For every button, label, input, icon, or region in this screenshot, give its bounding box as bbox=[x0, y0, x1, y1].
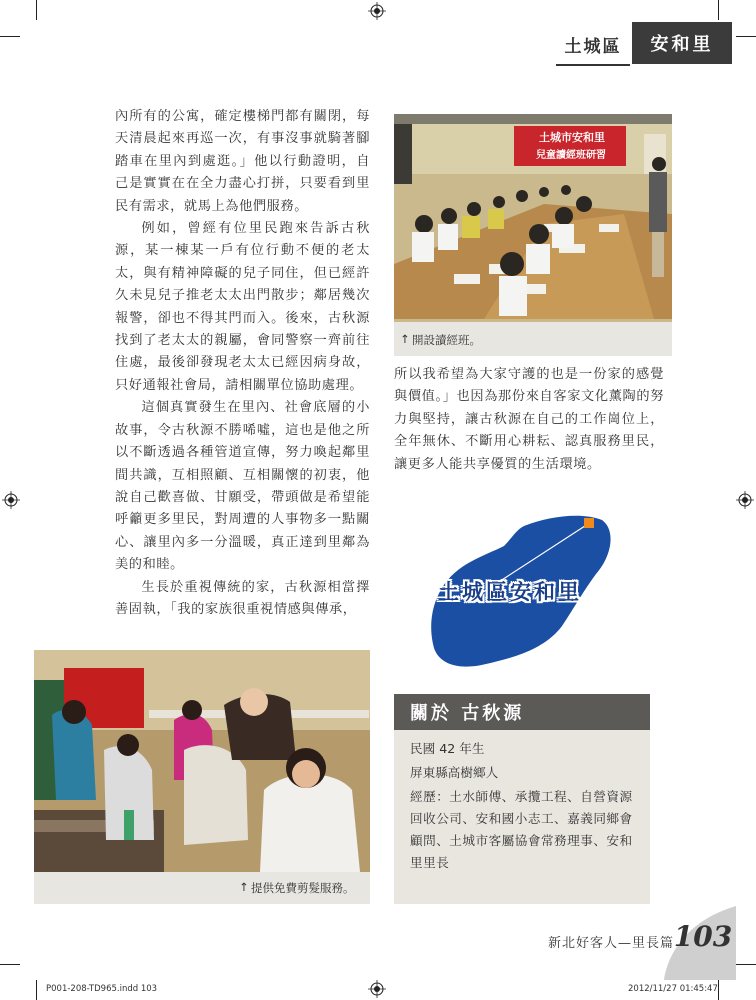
map-label: 土城區安和里 bbox=[438, 580, 582, 604]
registration-mark-icon bbox=[368, 2, 386, 20]
haircut-caption: 提供免費剪髮服務。 bbox=[251, 881, 355, 895]
header-district: 土城區 bbox=[556, 24, 630, 66]
footer-book-title: 新北好客人—里長篇 bbox=[548, 936, 675, 951]
paragraph: 例如，曾經有位里民跑來告訴古秋源，某一棟某一戶有位行動不便的老太太，與有精神障礙的兒子同住，但已經許久未見兒子推老太太出門散步；鄰居幾次報警，卻也不得其門而入。後來，古秋源找到了老太太的親屬，會同警察一齊前往住處，最後卻發現老太太已經因病身故，只好通報社會局，請相關單位協助處理。 bbox=[115, 221, 370, 393]
banner-line1: 土城市安和里 bbox=[539, 131, 605, 144]
slug-date: 2012/11/27 01:45:47 bbox=[628, 984, 718, 994]
crop-mark bbox=[0, 964, 20, 965]
haircut-photo bbox=[34, 650, 370, 872]
crop-mark bbox=[718, 980, 719, 1000]
registration-mark-icon bbox=[368, 980, 386, 998]
registration-mark-icon bbox=[736, 491, 754, 509]
paragraph: 這個真實發生在里內、社會底層的小故事，令古秋源不勝唏噓，這也是他之所以不斷透過各種管道宣傳，努力喚起鄰里間共識，互相照顧、互相關懷的初衷，他說自己歡喜做、甘願受，帶頭做是希望能呼籲更多里民，對周遭的人事物多一點關心、讓里內多一分溫暖，真正達到里鄰為美的和睦。 bbox=[115, 400, 370, 573]
left-text-column bbox=[115, 106, 370, 621]
crop-mark bbox=[718, 0, 719, 20]
paragraph: 生長於重視傳統的家，古秋源相當擇善固執，「我的家族很重視情感與傳承， bbox=[115, 579, 370, 617]
about-hometown: 屏東縣高樹鄉人 bbox=[410, 765, 499, 780]
crop-mark bbox=[0, 36, 20, 37]
crop-mark bbox=[36, 980, 37, 1000]
slug-file: P001-208-TD965.indd 103 bbox=[46, 984, 158, 994]
crop-mark bbox=[736, 964, 756, 965]
banner-line2: 兒童讀經班研習 bbox=[536, 150, 606, 161]
reading-class-photo bbox=[394, 114, 672, 322]
header-village: 安和里 bbox=[632, 22, 732, 64]
caption-arrow-icon: ↑ bbox=[239, 880, 249, 894]
about-body bbox=[394, 730, 650, 904]
about-title: 關於 古秋源 bbox=[394, 694, 650, 730]
crop-mark bbox=[36, 0, 37, 20]
right-text-column bbox=[394, 364, 664, 476]
page-number: 103 bbox=[673, 919, 733, 953]
caption-arrow-icon: ↑ bbox=[400, 332, 410, 346]
about-career: 經歷：土水師傅、承攬工程、自營資源回收公司、安和國小志工、嘉義同鄉會顧問、土城市客屬協會常務理事、安和里里長 bbox=[410, 789, 633, 870]
reading-class-caption: 開設讀經班。 bbox=[412, 333, 481, 347]
paragraph: 內所有的公寓，確定樓梯門都有關閉，每天清晨起來再巡一次，有事沒事就騎著腳踏車在里內到處逛。」他以行動證明，自己是實實在在全力盡心打拼，只要看到里民有需求，就馬上為他們服務。 bbox=[115, 109, 370, 214]
about-born: 民國 42 年生 bbox=[410, 741, 485, 756]
haircut-illustration bbox=[34, 650, 370, 872]
registration-mark-icon bbox=[2, 491, 20, 509]
paragraph: 所以我希望為大家守護的也是一份家的感覺與價值。」也因為那份來自客家文化薰陶的努力與堅持，讓古秋源在自己的工作崗位上，全年無休、不斷用心耕耘、認真服務里民，讓更多人能共享優質的生活環境。 bbox=[394, 367, 664, 472]
crop-mark bbox=[736, 36, 756, 37]
